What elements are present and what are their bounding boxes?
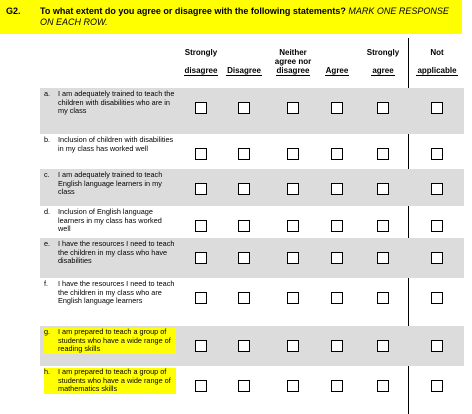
column-header-label: agree bbox=[372, 66, 394, 75]
checkbox-disagree[interactable] bbox=[238, 102, 250, 114]
statement-row bbox=[40, 169, 464, 206]
statement-label bbox=[44, 280, 176, 306]
statement-text: I am adequately trained to teach the children with disabilities who are in my class bbox=[58, 89, 175, 116]
checkbox-not-applicable[interactable] bbox=[431, 252, 443, 264]
question-prompt: To what extent do you agree or disagree with the following statements? bbox=[40, 6, 346, 16]
checkbox-strongly-agree[interactable] bbox=[377, 340, 389, 352]
column-header-line: Neither bbox=[279, 48, 307, 57]
statement-label bbox=[44, 240, 176, 266]
checkbox-neither[interactable] bbox=[287, 292, 299, 304]
checkbox-strongly-agree[interactable] bbox=[377, 148, 389, 160]
checkbox-neither[interactable] bbox=[287, 380, 299, 392]
checkbox-disagree[interactable] bbox=[238, 252, 250, 264]
checkbox-disagree[interactable] bbox=[238, 292, 250, 304]
statement-row bbox=[40, 238, 464, 278]
statement-label bbox=[44, 90, 176, 116]
checkbox-strongly-disagree[interactable] bbox=[195, 380, 207, 392]
statement-label bbox=[44, 136, 176, 153]
checkbox-disagree[interactable] bbox=[238, 183, 250, 195]
checkbox-strongly-disagree[interactable] bbox=[195, 102, 207, 114]
statement-label bbox=[44, 368, 176, 394]
statement-text: Inclusion of English language learners in my class has worked well bbox=[58, 207, 162, 234]
checkbox-disagree[interactable] bbox=[238, 220, 250, 232]
checkbox-strongly-disagree[interactable] bbox=[195, 340, 207, 352]
checkbox-agree[interactable] bbox=[331, 220, 343, 232]
checkbox-not-applicable[interactable] bbox=[431, 183, 443, 195]
column-header-label: Disagree bbox=[227, 66, 261, 75]
checkbox-not-applicable[interactable] bbox=[431, 380, 443, 392]
checkbox-strongly-disagree[interactable] bbox=[195, 183, 207, 195]
column-header-label: applicable bbox=[417, 66, 457, 75]
column-header-line: Strongly bbox=[366, 48, 400, 57]
column-header-label: Agree bbox=[325, 66, 349, 75]
checkbox-strongly-agree[interactable] bbox=[377, 102, 389, 114]
statement-label bbox=[44, 328, 176, 354]
column-header-line: Not bbox=[430, 48, 444, 57]
checkbox-strongly-agree[interactable] bbox=[377, 292, 389, 304]
statement-text: I am prepared to teach a group of students who have a wide range of mathematics skills bbox=[58, 367, 171, 394]
statement-label bbox=[44, 208, 176, 234]
checkbox-strongly-agree[interactable] bbox=[377, 220, 389, 232]
checkbox-not-applicable[interactable] bbox=[431, 292, 443, 304]
statement-letter: e. bbox=[44, 239, 51, 248]
checkbox-agree[interactable] bbox=[331, 340, 343, 352]
statement-row bbox=[40, 206, 464, 238]
checkbox-agree[interactable] bbox=[331, 292, 343, 304]
checkbox-agree[interactable] bbox=[331, 183, 343, 195]
statement-row bbox=[40, 366, 464, 410]
checkbox-neither[interactable] bbox=[287, 252, 299, 264]
question-instruction: MARK ONE RESPONSE ON EACH ROW. bbox=[40, 6, 449, 27]
checkbox-strongly-disagree[interactable] bbox=[195, 292, 207, 304]
column-header-label: disagree bbox=[276, 66, 310, 75]
statement-letter: h. bbox=[44, 367, 51, 376]
statement-letter: d. bbox=[44, 207, 51, 216]
statement-letter: b. bbox=[44, 135, 51, 144]
checkbox-neither[interactable] bbox=[287, 220, 299, 232]
checkbox-agree[interactable] bbox=[331, 102, 343, 114]
checkbox-neither[interactable] bbox=[287, 102, 299, 114]
checkbox-strongly-disagree[interactable] bbox=[195, 252, 207, 264]
checkbox-neither[interactable] bbox=[287, 183, 299, 195]
statement-row bbox=[40, 278, 464, 326]
checkbox-disagree[interactable] bbox=[238, 340, 250, 352]
statement-letter: f. bbox=[44, 279, 49, 288]
statement-row bbox=[40, 88, 464, 134]
column-header-line: Strongly bbox=[184, 48, 218, 57]
checkbox-not-applicable[interactable] bbox=[431, 148, 443, 160]
question-text bbox=[40, 6, 460, 28]
checkbox-strongly-agree[interactable] bbox=[377, 183, 389, 195]
checkbox-strongly-agree[interactable] bbox=[377, 252, 389, 264]
statement-letter: g. bbox=[44, 327, 51, 336]
checkbox-agree[interactable] bbox=[331, 252, 343, 264]
statement-text: I have the resources I need to teach the children in my class who have disabilities bbox=[58, 239, 175, 266]
checkbox-agree[interactable] bbox=[331, 380, 343, 392]
statement-text: Inclusion of children with disabilities in my class has worked well bbox=[58, 135, 174, 153]
question-banner bbox=[0, 0, 462, 34]
checkbox-neither[interactable] bbox=[287, 340, 299, 352]
checkbox-agree[interactable] bbox=[331, 148, 343, 160]
checkbox-strongly-agree[interactable] bbox=[377, 380, 389, 392]
checkbox-strongly-disagree[interactable] bbox=[195, 148, 207, 160]
statement-text: I have the resources I need to teach the children in my class who are English language learners bbox=[58, 279, 175, 306]
checkbox-disagree[interactable] bbox=[238, 380, 250, 392]
column-header-label: disagree bbox=[184, 66, 218, 75]
checkbox-not-applicable[interactable] bbox=[431, 220, 443, 232]
statement-text: I am adequately trained to teach English language learners in my class bbox=[58, 170, 163, 197]
column-header-line: agree nor bbox=[274, 57, 312, 66]
statement-letter: a. bbox=[44, 89, 51, 98]
checkbox-not-applicable[interactable] bbox=[431, 102, 443, 114]
column-header-line bbox=[353, 57, 413, 66]
question-number: G2. bbox=[6, 6, 21, 16]
statement-row bbox=[40, 326, 464, 366]
statement-letter: c. bbox=[44, 170, 50, 179]
column-header-line bbox=[407, 57, 467, 66]
statement-row bbox=[40, 134, 464, 169]
checkbox-strongly-disagree[interactable] bbox=[195, 220, 207, 232]
checkbox-not-applicable[interactable] bbox=[431, 340, 443, 352]
column-header-not-applicable bbox=[407, 48, 467, 75]
checkbox-neither[interactable] bbox=[287, 148, 299, 160]
checkbox-disagree[interactable] bbox=[238, 148, 250, 160]
statement-label bbox=[44, 171, 176, 197]
column-header-strongly-agree bbox=[353, 48, 413, 75]
statement-text: I am prepared to teach a group of students who have a wide range of reading skills bbox=[58, 327, 171, 354]
